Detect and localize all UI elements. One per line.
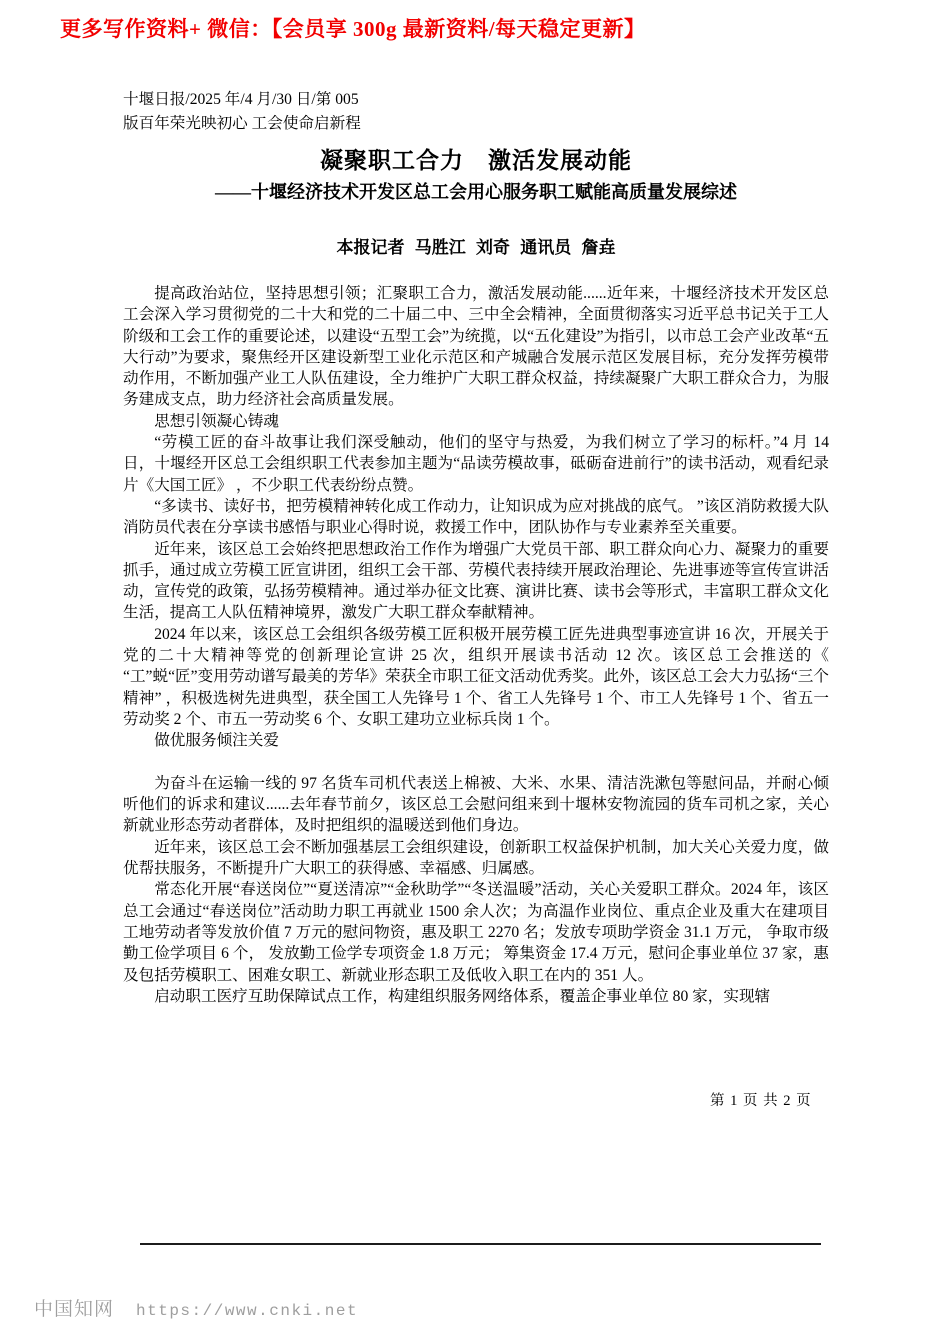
paragraph: 近年来，该区总工会始终把思想政治工作作为增强广大党员干部、职工群众向心力、凝聚力的重要抓手，通过成立劳模工匠宣讲团，组织工会干部、劳模代表持续开展政治理论、先进事迹等宣传宣讲活动，宣传党的政策，弘扬劳模精神。通过举办征文比赛、演讲比赛、读书会等形式，丰富职工群众文化生活，提高工人队伍精神境界，激发广大职工群众奉献精神。 xyxy=(123,540,829,622)
section-heading: 做优服务倾注关爱 xyxy=(154,732,279,750)
paragraph: 常态化开展“春送岗位”“夏送清凉”“金秋助学”“冬送温暖”活动，关心关爱职工群众。2024 年，该区总工会通过“春送岗位”活动助力职工再就业 1500 余人次；为高温作业岗位、重点企业及重大在建项目工地劳动者等发放价值 7 万元的慰问物资，惠及职工 2270 名；发放专项助学资金 31.1 万元， 争取市级勤工俭学项目 6 个， 发放勤工俭学专项资金 1.8 万元； 筹集资金 17.4 万元，慰问企事业单位 37 家，惠及包括劳模职工、困难女职工、新就业形态职工及低收入职工在内的 351 人。 xyxy=(123,881,829,984)
article-subtitle: ——十堰经济技术开发区总工会用心服务职工赋能高质量发展综述 xyxy=(215,182,737,202)
footer-divider xyxy=(140,1243,821,1245)
paragraph: 为奋斗在运输一线的 97 名货车司机代表送上棉被、大米、水果、清洁洗漱包等慰问品，并耐心倾听他们的诉求和建议......去年春节前夕，该区总工会慰问组来到十堰林安物流园的货车司机之家，关心新就业形态劳动者群体，及时把组织的温暖送到他们身边。 xyxy=(123,774,829,835)
article-body xyxy=(123,283,829,1007)
blank-line xyxy=(123,752,829,773)
cnki-watermark xyxy=(34,1294,358,1321)
masthead xyxy=(123,88,829,135)
paragraph: 近年来，该区总工会不断加强基层工会组织建设，创新职工权益保护机制，加大关心关爱力度，做优帮扶服务，不断提升广大职工的获得感、幸福感、归属感。 xyxy=(123,838,829,878)
promo-banner: 更多写作资料+ 微信：【会员享 300g 最新资料/每天稳定更新】 xyxy=(60,17,646,41)
page-indicator: 第 1 页 共 2 页 xyxy=(710,1093,812,1109)
paragraph: “多读书、读好书，把劳模精神转化成工作动力，让知识成为应对挑战的底气。 ”该区消防救援大队消防员代表在分享读书感悟与职业心得时说，救援工作中，团队协作与专业素养至关重要。 xyxy=(123,497,829,537)
article-title: 凝聚职工合力 激活发展动能 xyxy=(320,148,632,173)
section-heading: 思想引领凝心铸魂 xyxy=(154,412,279,430)
paragraph: 2024 年以来，该区总工会组织各级劳模工匠积极开展劳模工匠先进典型事迹宣讲 16 次，开展关于党的二十大精神等党的创新理论宣讲 25 次，组织开展读书活动 12 次。该区总工会推送的《 “工”蜕“匠”变用劳动谱写最美的芳华》荣获全市职工征文活动优秀奖。此外，该区总工会大力弘扬“三个精神” ，积极选树先进典型，获全国工人先锋号 1 个、省工人先锋号 1 个、市工人先锋号 1 个、省五一劳动奖 2 个、市五一劳动奖 6 个、女职工建功立业标兵岗 1 个。 xyxy=(123,625,829,728)
paragraph: 提高政治站位，坚持思想引领；汇聚职工合力，激活发展动能......近年来，十堰经济技术开发区总工会深入学习贯彻党的二十大和党的二十届二中、三中全会精神，全面贯彻落实习近平总书记关于工人阶级和工会工作的重要论述，以建设“五型工会”为统揽，以“五化建设”为指引，以市总工会产业改革“五大行动”为要求，聚焦经开区建设新型工业化示范区和产城融合发展示范区发展目标，充分发挥劳模带动作用，不断加强产业工人队伍建设，全力维护广大职工群众权益，持续凝聚广大职工群众合力，为服务建成支点，助力经济社会高质量发展。 xyxy=(123,285,829,409)
masthead-line-2: 版百年荣光映初心 工会使命启新程 xyxy=(123,114,361,132)
article-byline: 本报记者 马胜江 刘奇 通讯员 詹垚 xyxy=(336,238,616,257)
masthead-line-1: 十堰日报/2025 年/4 月/30 日/第 005 xyxy=(123,91,359,108)
cnki-brand: 中国知网 xyxy=(34,1299,115,1320)
paragraph: “劳模工匠的奋斗故事让我们深受触动，他们的坚守与热爱，为我们树立了学习的标杆。”4 月 14 日，十堰经开区总工会组织职工代表参加主题为“品读劳模故事，砥砺奋进前行”的读书活动，观看纪录片《大国工匠》 ，不少职工代表纷纷点赞。 xyxy=(123,434,829,494)
cnki-url: https://www.cnki.net xyxy=(136,1302,359,1320)
article-container xyxy=(123,88,829,1007)
paragraph: 启动职工医疗互助保障试点工作，构建组织服务网络体系，覆盖企事业单位 80 家，实现辖 xyxy=(154,987,771,1005)
